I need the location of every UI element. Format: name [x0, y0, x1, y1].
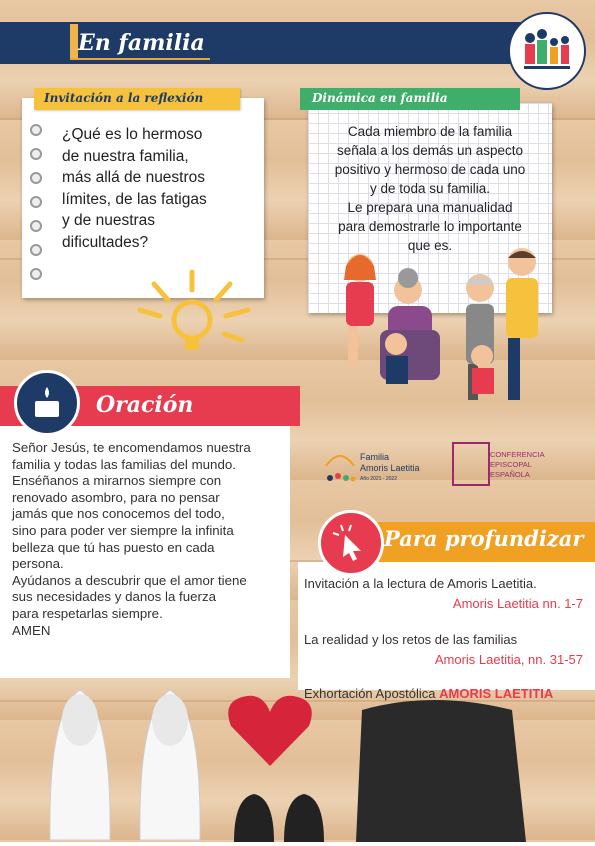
prayer-line: sus necesidades y danos la fuerza — [12, 589, 217, 605]
reflection-line: más allá de nuestros — [62, 169, 206, 186]
title-underline — [70, 58, 210, 60]
notebook-ring — [30, 148, 42, 160]
sneakers-image — [40, 680, 220, 846]
notebook-ring — [30, 268, 42, 280]
lightbulb-icon — [130, 270, 260, 364]
prayer-line: familia y todas las familias del mundo. — [12, 456, 236, 472]
prayer-line: persona. — [12, 556, 64, 572]
dynamic-tab-label: Dinámica en familia — [312, 91, 448, 105]
reflection-line: ¿Qué es lo hermoso — [62, 126, 203, 143]
deepen-item-2-ref: Amoris Laetitia, nn. 31-57 — [434, 652, 583, 667]
notebook-ring — [30, 172, 42, 184]
deepen-item-2: La realidad y los retos de las familias — [304, 632, 518, 647]
prayer-line: sino para poder ver siempre la infinita — [12, 522, 234, 538]
deepen-item-1: Invitación a la lectura de Amoris Laetitia. — [304, 576, 537, 591]
notebook-ring — [30, 196, 42, 208]
familia-logo-line2: Amoris Laetitia — [360, 463, 420, 473]
prayer-line: renovado asombro, para no pensar — [12, 489, 220, 505]
dynamic-line: Cada miembro de la familia — [347, 124, 513, 139]
cursor-click-icon — [318, 510, 384, 576]
deepen-title: Para profundizar — [384, 526, 584, 551]
prayer-line: Enséñanos a mirarnos siempre con — [12, 473, 222, 489]
cee-logo-icon — [452, 442, 490, 486]
reflection-text — [62, 124, 260, 253]
deepen-item-1-ref: Amoris Laetitia nn. 1-7 — [452, 596, 583, 611]
notebook-ring — [30, 124, 42, 136]
prayer-line: para respetarlas siempre. — [12, 605, 163, 621]
prayer-line: Ayúdanos a descubrir que el amor tiene — [12, 572, 247, 588]
prayer-title: Oración — [96, 392, 194, 418]
dynamic-text — [318, 122, 542, 255]
prayer-text — [12, 440, 280, 639]
prayer-line: Señor Jesús, te encomendamos nuestra — [12, 440, 251, 455]
heart-image — [225, 690, 315, 774]
candle-icon — [14, 370, 80, 436]
reflection-line: y de nuestras — [62, 212, 156, 229]
dynamic-line: positivo y hermoso de cada uno — [334, 162, 526, 177]
prayer-line: belleza que tú has puesto en cada — [12, 539, 215, 555]
dynamic-line: que es. — [407, 238, 453, 253]
dynamic-line: señala a los demás un aspecto — [336, 143, 524, 158]
reflection-line: de nuestra familia, — [62, 147, 189, 165]
page-title: En familia — [78, 30, 205, 56]
reflection-line: dificultades? — [62, 233, 149, 251]
cee-logo-line1: CONFERENCIA — [490, 450, 545, 459]
familia-logo-line1: Familia — [360, 452, 390, 462]
dynamic-line: y de toda su familia. — [369, 181, 491, 196]
prayer-line: jamás que nos conocemos del todo, — [12, 506, 225, 522]
reflection-tab-label: Invitación a la reflexión — [44, 91, 204, 105]
header-accent — [70, 24, 78, 60]
deepen-item-3-text: Exhortación Apostólica — [304, 686, 436, 701]
familia-logo-line3: Año 2021 - 2022 — [360, 476, 397, 482]
dynamic-line: para demostrarle lo importante — [338, 219, 522, 234]
notebook-ring — [30, 244, 42, 256]
family-icon — [508, 12, 586, 90]
black-shoes-image — [352, 690, 532, 846]
family-illustration — [330, 240, 560, 424]
cee-logo-line3: ESPAÑOLA — [490, 470, 530, 479]
deepen-item-3-strong: AMORIS LAETITIA — [439, 686, 554, 701]
kid-shoes-image — [230, 790, 330, 846]
notebook-ring — [30, 220, 42, 232]
reflection-line: límites, de las fatigas — [62, 190, 207, 208]
prayer-line: AMEN — [12, 622, 51, 638]
cee-logo-line2: EPISCOPAL — [490, 460, 532, 469]
familia-logo — [322, 444, 358, 492]
dynamic-line: Le prepara una manualidad — [347, 200, 513, 215]
